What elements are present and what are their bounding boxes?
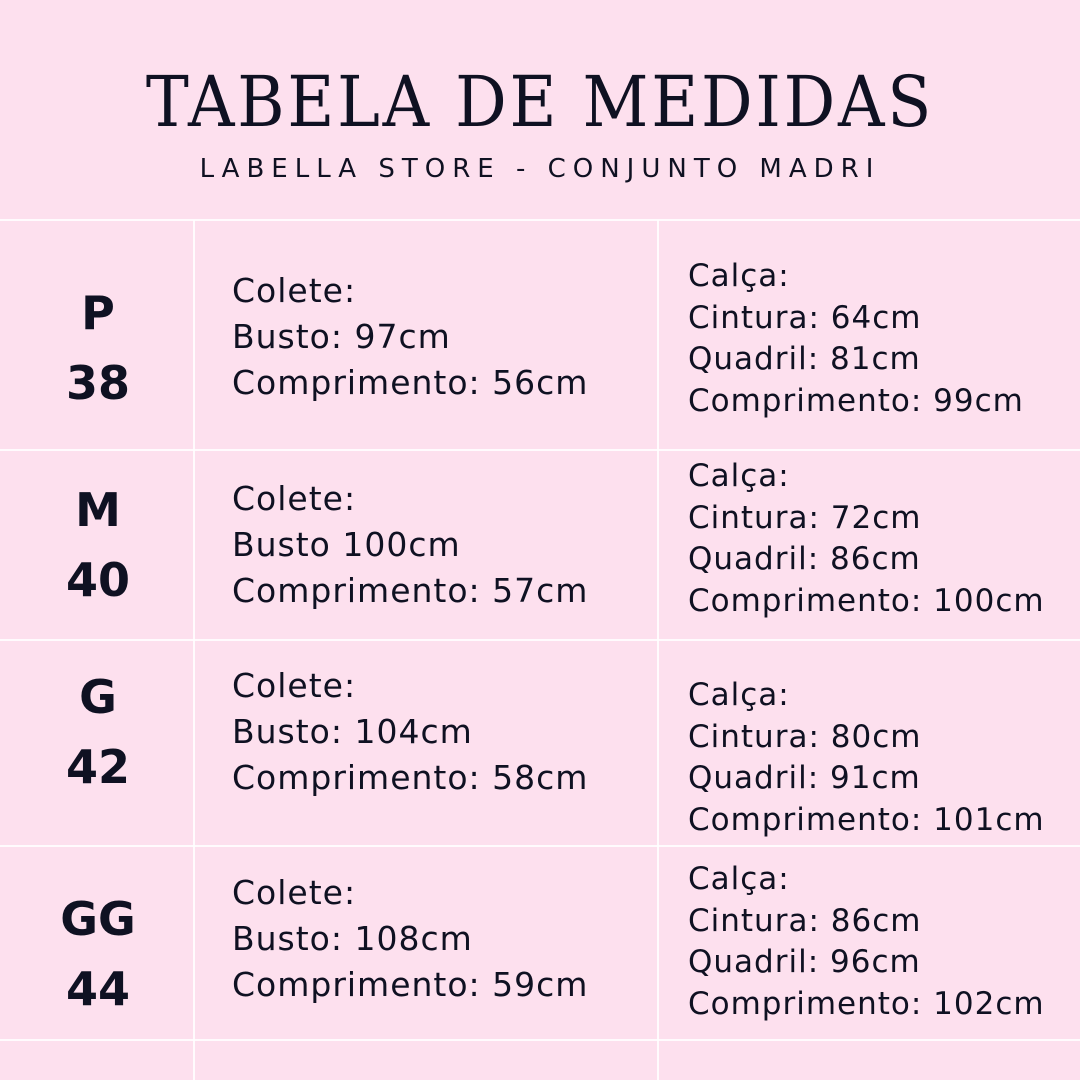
calca-measures-p: Calça: Cintura: 64cm Quadril: 81cm Comprimento: 99cm <box>688 258 1024 419</box>
page-title: TABELA DE MEDIDAS <box>145 61 935 143</box>
size-label-p: P 38 <box>65 286 130 410</box>
grid-line <box>0 845 1080 847</box>
calca-measures-m: Calça: Cintura: 72cm Quadril: 86cm Comprimento: 100cm <box>688 458 1045 619</box>
calca-measures-gg: Calça: Cintura: 86cm Quadril: 96cm Comprimento: 102cm <box>688 861 1045 1022</box>
calca-measures-g: Calça: Cintura: 80cm Quadril: 91cm Comprimento: 101cm <box>688 677 1045 838</box>
colete-measures-g: Colete: Busto: 104cm Comprimento: 58cm <box>232 666 589 797</box>
colete-measures-p: Colete: Busto: 97cm Comprimento: 56cm <box>232 271 589 402</box>
grid-line <box>0 449 1080 451</box>
grid-line <box>0 1039 1080 1041</box>
size-label-gg: GG 44 <box>60 892 136 1016</box>
page-subtitle: LABELLA STORE - CONJUNTO MADRI <box>199 154 881 184</box>
grid-line <box>657 220 659 1080</box>
colete-measures-m: Colete: Busto 100cm Comprimento: 57cm <box>232 479 589 610</box>
colete-measures-gg: Colete: Busto: 108cm Comprimento: 59cm <box>232 873 589 1004</box>
size-label-g: G 42 <box>65 670 130 794</box>
grid-line <box>0 219 1080 221</box>
grid-line <box>0 639 1080 641</box>
size-label-m: M 40 <box>65 483 130 607</box>
